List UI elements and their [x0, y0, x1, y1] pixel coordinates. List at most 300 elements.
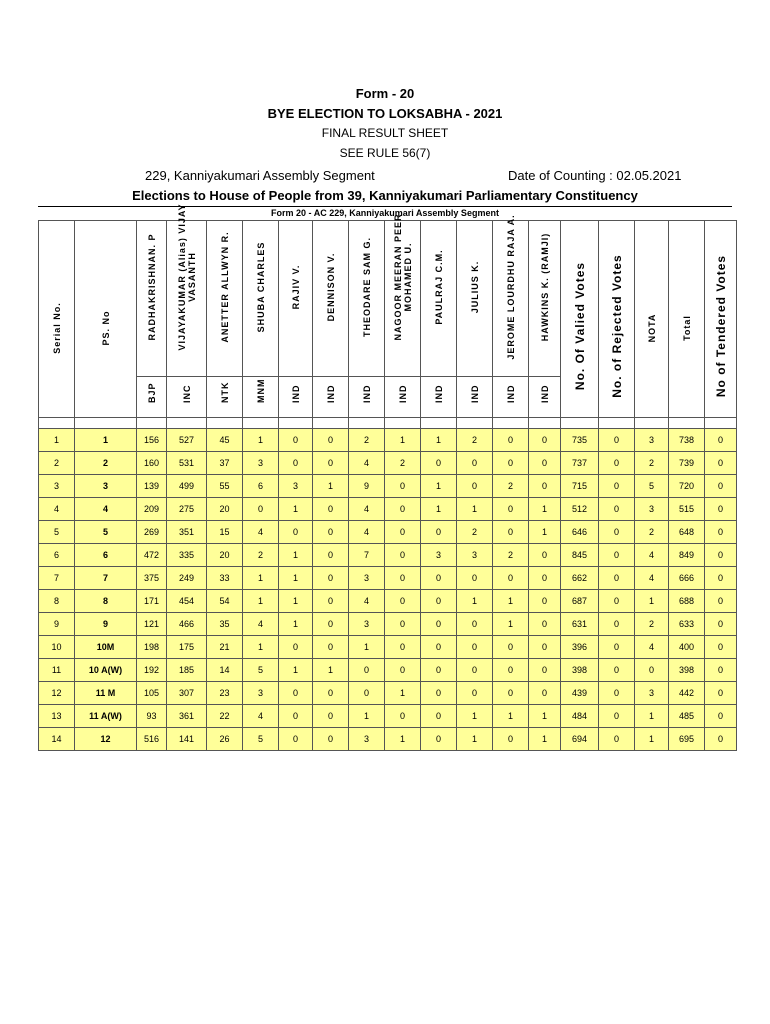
table-cell: 0	[529, 613, 561, 636]
table-cell: 688	[669, 590, 705, 613]
table-cell: 0	[421, 705, 457, 728]
table-cell: 845	[561, 544, 599, 567]
table-row	[39, 613, 737, 636]
table-row	[39, 705, 737, 728]
table-cell: 715	[561, 475, 599, 498]
spacer-cell	[529, 418, 561, 429]
party-header	[421, 377, 457, 418]
party-label: IND	[505, 384, 516, 403]
table-cell: 0	[279, 682, 313, 705]
table-cell: 351	[167, 521, 207, 544]
table-cell: 720	[669, 475, 705, 498]
spacer-cell	[137, 418, 167, 429]
table-cell: 1	[457, 705, 493, 728]
table-cell: 1	[279, 613, 313, 636]
table-cell: 4	[243, 613, 279, 636]
table-cell: 0	[705, 728, 737, 751]
table-cell: 4	[349, 452, 385, 475]
table-cell: 171	[137, 590, 167, 613]
table-cell: 11	[39, 659, 75, 682]
table-cell: 93	[137, 705, 167, 728]
table-cell: 4	[349, 498, 385, 521]
table-cell: 35	[207, 613, 243, 636]
table-cell: 0	[599, 429, 635, 452]
table-row	[39, 659, 737, 682]
table-cell: 2	[635, 613, 669, 636]
spacer-cell	[635, 418, 669, 429]
table-cell: 0	[529, 567, 561, 590]
table-cell: 121	[137, 613, 167, 636]
table-cell: 0	[705, 659, 737, 682]
column-header	[457, 221, 493, 377]
table-cell: 307	[167, 682, 207, 705]
table-cell: 0	[635, 659, 669, 682]
table-cell: 0	[313, 705, 349, 728]
column-header-label: No. Of Valied Votes	[572, 261, 587, 391]
table-cell: 0	[493, 521, 529, 544]
table-cell: 5	[75, 521, 137, 544]
table-cell: 3	[635, 682, 669, 705]
table-row	[39, 728, 737, 751]
table-cell: 515	[669, 498, 705, 521]
table-cell: 3	[349, 728, 385, 751]
table-cell: 484	[561, 705, 599, 728]
table-cell: 512	[561, 498, 599, 521]
table-cell: 6	[243, 475, 279, 498]
table-cell: 737	[561, 452, 599, 475]
table-cell: 12	[39, 682, 75, 705]
table-cell: 0	[385, 544, 421, 567]
table-cell: 0	[705, 682, 737, 705]
table-cell: 375	[137, 567, 167, 590]
column-header	[421, 221, 457, 377]
table-row	[39, 452, 737, 475]
table-cell: 0	[457, 636, 493, 659]
table-cell: 3	[243, 682, 279, 705]
table-cell: 2	[457, 429, 493, 452]
table-cell: 1	[529, 728, 561, 751]
table-cell: 33	[207, 567, 243, 590]
table-cell: 0	[599, 613, 635, 636]
table-cell: 0	[599, 498, 635, 521]
party-label: IND	[325, 384, 336, 403]
table-cell: 0	[529, 544, 561, 567]
table-cell: 0	[385, 613, 421, 636]
table-cell: 1	[279, 590, 313, 613]
table-cell: 0	[421, 452, 457, 475]
table-cell: 54	[207, 590, 243, 613]
table-cell: 0	[349, 659, 385, 682]
column-header-label: Total	[681, 315, 692, 341]
table-cell: 14	[207, 659, 243, 682]
party-label: IND	[361, 384, 372, 403]
counting-date: Date of Counting : 02.05.2021	[508, 168, 682, 183]
table-row	[39, 521, 737, 544]
column-header	[313, 221, 349, 377]
table-cell: 5	[635, 475, 669, 498]
spacer-row	[39, 418, 737, 429]
table-cell: 1	[493, 705, 529, 728]
column-header	[349, 221, 385, 377]
table-cell: 0	[457, 682, 493, 705]
column-header	[243, 221, 279, 377]
table-cell: 1	[349, 636, 385, 659]
table-cell: 0	[313, 498, 349, 521]
table-cell: 442	[669, 682, 705, 705]
table-cell: 3	[39, 475, 75, 498]
table-cell: 466	[167, 613, 207, 636]
party-label: IND	[397, 384, 408, 403]
table-cell: 5	[243, 659, 279, 682]
table-cell: 646	[561, 521, 599, 544]
table-cell: 6	[75, 544, 137, 567]
table-cell: 1	[313, 475, 349, 498]
table-cell: 0	[705, 705, 737, 728]
party-label: BJP	[146, 382, 157, 403]
column-header-label: VIJAYAKUMAR (Alias) VIJAY VASANTH	[176, 203, 197, 351]
table-cell: 22	[207, 705, 243, 728]
table-cell: 398	[561, 659, 599, 682]
assembly-segment: 229, Kanniyakumari Assembly Segment	[145, 168, 375, 183]
spacer-cell	[561, 418, 599, 429]
party-header	[457, 377, 493, 418]
table-cell: 0	[493, 636, 529, 659]
table-cell: 1	[349, 705, 385, 728]
form-number: Form - 20	[355, 86, 415, 101]
column-header	[635, 221, 669, 418]
table-cell: 1	[493, 590, 529, 613]
table-cell: 21	[207, 636, 243, 659]
table-cell: 8	[75, 590, 137, 613]
spacer-cell	[421, 418, 457, 429]
party-header	[349, 377, 385, 418]
table-cell: 0	[421, 567, 457, 590]
column-header	[167, 203, 207, 377]
spacer-cell	[457, 418, 493, 429]
column-header	[279, 221, 313, 377]
table-cell: 9	[39, 613, 75, 636]
table-cell: 0	[313, 590, 349, 613]
column-header-label: NAGOOR MEERAN PEER MOHAMED U.	[392, 213, 413, 341]
spacer-cell	[243, 418, 279, 429]
table-cell: 0	[385, 521, 421, 544]
table-cell: 4	[243, 521, 279, 544]
column-header-label: No. of Rejected Votes	[609, 254, 624, 398]
table-cell: 0	[457, 567, 493, 590]
table-cell: 0	[705, 475, 737, 498]
column-header	[385, 213, 421, 377]
table-cell: 0	[493, 728, 529, 751]
table-cell: 631	[561, 613, 599, 636]
table-cell: 4	[635, 636, 669, 659]
table-cell: 0	[385, 590, 421, 613]
table-cell: 0	[279, 521, 313, 544]
table-cell: 8	[39, 590, 75, 613]
table-cell: 0	[599, 544, 635, 567]
table-cell: 1	[243, 590, 279, 613]
column-header-label: HAWKINS K. (RAMJI)	[539, 232, 550, 342]
table-cell: 485	[669, 705, 705, 728]
table-cell: 0	[421, 659, 457, 682]
table-cell: 0	[599, 682, 635, 705]
table-cell: 13	[39, 705, 75, 728]
table-cell: 694	[561, 728, 599, 751]
table-cell: 7	[349, 544, 385, 567]
table-cell: 4	[349, 521, 385, 544]
table-cell: 0	[313, 682, 349, 705]
table-cell: 269	[137, 521, 167, 544]
table-cell: 0	[243, 498, 279, 521]
table-cell: 0	[705, 544, 737, 567]
table-cell: 0	[279, 728, 313, 751]
party-label: NTK	[219, 381, 230, 403]
table-cell: 0	[529, 636, 561, 659]
table-cell: 7	[75, 567, 137, 590]
table-cell: 0	[421, 590, 457, 613]
column-header-label: No of Tendered Votes	[713, 254, 728, 398]
table-cell: 695	[669, 728, 705, 751]
table-cell: 45	[207, 429, 243, 452]
table-subtitle: Form 20 - AC 229, Kanniyakumari Assembly Segment	[271, 208, 499, 218]
table-cell: 0	[385, 705, 421, 728]
table-cell: 1	[75, 429, 137, 452]
table-cell: 454	[167, 590, 207, 613]
table-cell: 5	[39, 521, 75, 544]
results-body	[39, 418, 737, 751]
party-header	[243, 377, 279, 418]
table-cell: 3	[279, 475, 313, 498]
column-header	[207, 221, 243, 377]
spacer-cell	[669, 418, 705, 429]
table-cell: 1	[279, 567, 313, 590]
table-cell: 2	[385, 452, 421, 475]
spacer-cell	[167, 418, 207, 429]
table-cell: 11 A(W)	[75, 705, 137, 728]
column-header	[599, 221, 635, 418]
table-cell: 37	[207, 452, 243, 475]
table-cell: 6	[39, 544, 75, 567]
table-cell: 26	[207, 728, 243, 751]
table-cell: 2	[349, 429, 385, 452]
table-row	[39, 567, 737, 590]
table-cell: 0	[529, 452, 561, 475]
table-cell: 12	[75, 728, 137, 751]
table-cell: 361	[167, 705, 207, 728]
table-cell: 0	[705, 521, 737, 544]
table-cell: 5	[243, 728, 279, 751]
table-cell: 1	[243, 567, 279, 590]
table-cell: 499	[167, 475, 207, 498]
table-cell: 141	[167, 728, 207, 751]
spacer-cell	[207, 418, 243, 429]
party-header	[137, 377, 167, 418]
column-header	[669, 221, 705, 418]
table-cell: 4	[75, 498, 137, 521]
table-cell: 1	[385, 429, 421, 452]
table-cell: 0	[599, 452, 635, 475]
table-cell: 0	[385, 659, 421, 682]
table-cell: 4	[243, 705, 279, 728]
table-cell: 3	[243, 452, 279, 475]
column-header	[493, 214, 529, 377]
column-header-label: THEODARE SAM G.	[361, 237, 372, 338]
table-cell: 0	[313, 429, 349, 452]
table-cell: 0	[313, 567, 349, 590]
column-header-row	[39, 221, 737, 377]
table-cell: 1	[529, 498, 561, 521]
table-cell: 0	[599, 521, 635, 544]
table-cell: 0	[529, 429, 561, 452]
table-row	[39, 544, 737, 567]
column-header	[39, 221, 75, 418]
table-cell: 3	[349, 613, 385, 636]
table-cell: 633	[669, 613, 705, 636]
table-cell: 14	[39, 728, 75, 751]
table-cell: 0	[457, 659, 493, 682]
spacer-cell	[349, 418, 385, 429]
table-cell: 0	[705, 567, 737, 590]
party-header	[493, 377, 529, 418]
party-header	[279, 377, 313, 418]
table-cell: 0	[705, 429, 737, 452]
table-cell: 0	[313, 636, 349, 659]
table-cell: 11 M	[75, 682, 137, 705]
table-cell: 175	[167, 636, 207, 659]
table-cell: 20	[207, 498, 243, 521]
table-cell: 0	[529, 682, 561, 705]
table-cell: 0	[529, 659, 561, 682]
table-cell: 1	[493, 613, 529, 636]
table-cell: 156	[137, 429, 167, 452]
column-header-label: JULIUS K.	[469, 260, 480, 314]
spacer-cell	[385, 418, 421, 429]
table-cell: 1	[457, 590, 493, 613]
table-cell: 0	[421, 636, 457, 659]
table-cell: 3	[457, 544, 493, 567]
spacer-cell	[75, 418, 137, 429]
table-cell: 400	[669, 636, 705, 659]
table-cell: 1	[243, 636, 279, 659]
table-cell: 398	[669, 659, 705, 682]
table-cell: 3	[75, 475, 137, 498]
table-cell: 0	[599, 567, 635, 590]
constituency-title: Elections to House of People from 39, Kanniyakumari Parliamentary Constituency	[132, 188, 638, 203]
column-header	[561, 221, 599, 418]
party-header	[313, 377, 349, 418]
table-cell: 0	[279, 705, 313, 728]
table-cell: 3	[421, 544, 457, 567]
table-row	[39, 636, 737, 659]
table-cell: 1	[385, 682, 421, 705]
table-row	[39, 498, 737, 521]
column-header-label: Serial No.	[51, 302, 62, 354]
table-cell: 2	[75, 452, 137, 475]
table-cell: 527	[167, 429, 207, 452]
table-cell: 1	[421, 475, 457, 498]
party-label: MNM	[255, 378, 266, 403]
table-cell: 1	[529, 521, 561, 544]
table-cell: 0	[385, 567, 421, 590]
table-cell: 275	[167, 498, 207, 521]
table-cell: 735	[561, 429, 599, 452]
table-cell: 0	[705, 613, 737, 636]
table-cell: 439	[561, 682, 599, 705]
table-cell: 666	[669, 567, 705, 590]
table-row	[39, 429, 737, 452]
table-cell: 1	[385, 728, 421, 751]
table-cell: 0	[599, 475, 635, 498]
table-cell: 0	[313, 521, 349, 544]
table-cell: 0	[493, 429, 529, 452]
table-cell: 0	[705, 452, 737, 475]
party-header	[167, 377, 207, 418]
table-cell: 198	[137, 636, 167, 659]
table-cell: 1	[635, 705, 669, 728]
party-label: IND	[290, 384, 301, 403]
table-cell: 0	[457, 475, 493, 498]
table-cell: 0	[313, 544, 349, 567]
spacer-cell	[313, 418, 349, 429]
table-row	[39, 682, 737, 705]
table-cell: 0	[421, 521, 457, 544]
table-cell: 10M	[75, 636, 137, 659]
table-cell: 2	[243, 544, 279, 567]
table-cell: 648	[669, 521, 705, 544]
table-cell: 9	[349, 475, 385, 498]
column-header	[529, 221, 561, 377]
party-label: IND	[433, 384, 444, 403]
table-cell: 249	[167, 567, 207, 590]
table-cell: 10	[39, 636, 75, 659]
table-cell: 0	[599, 590, 635, 613]
table-cell: 185	[167, 659, 207, 682]
header-divider	[38, 206, 732, 207]
column-header-label: RAJIV V.	[290, 264, 301, 310]
table-cell: 0	[385, 475, 421, 498]
table-cell: 1	[313, 659, 349, 682]
column-header	[705, 221, 737, 418]
table-cell: 687	[561, 590, 599, 613]
spacer-cell	[705, 418, 737, 429]
table-cell: 2	[493, 475, 529, 498]
table-cell: 105	[137, 682, 167, 705]
table-cell: 209	[137, 498, 167, 521]
table-cell: 0	[599, 705, 635, 728]
table-cell: 0	[705, 590, 737, 613]
party-header	[529, 377, 561, 418]
table-cell: 4	[39, 498, 75, 521]
table-cell: 0	[529, 590, 561, 613]
table-cell: 0	[493, 659, 529, 682]
party-label: IND	[539, 384, 550, 403]
table-cell: 1	[279, 544, 313, 567]
table-cell: 139	[137, 475, 167, 498]
column-header-label: NOTA	[646, 313, 657, 343]
table-cell: 739	[669, 452, 705, 475]
spacer-cell	[599, 418, 635, 429]
table-cell: 1	[421, 498, 457, 521]
table-cell: 0	[599, 728, 635, 751]
table-cell: 0	[313, 613, 349, 636]
column-header-label: PS. No	[100, 310, 111, 346]
table-cell: 1	[421, 429, 457, 452]
table-cell: 3	[349, 567, 385, 590]
table-cell: 0	[349, 682, 385, 705]
table-cell: 0	[599, 659, 635, 682]
column-header-label: ANETTER ALLWYN R.	[219, 231, 230, 343]
table-cell: 849	[669, 544, 705, 567]
table-cell: 160	[137, 452, 167, 475]
